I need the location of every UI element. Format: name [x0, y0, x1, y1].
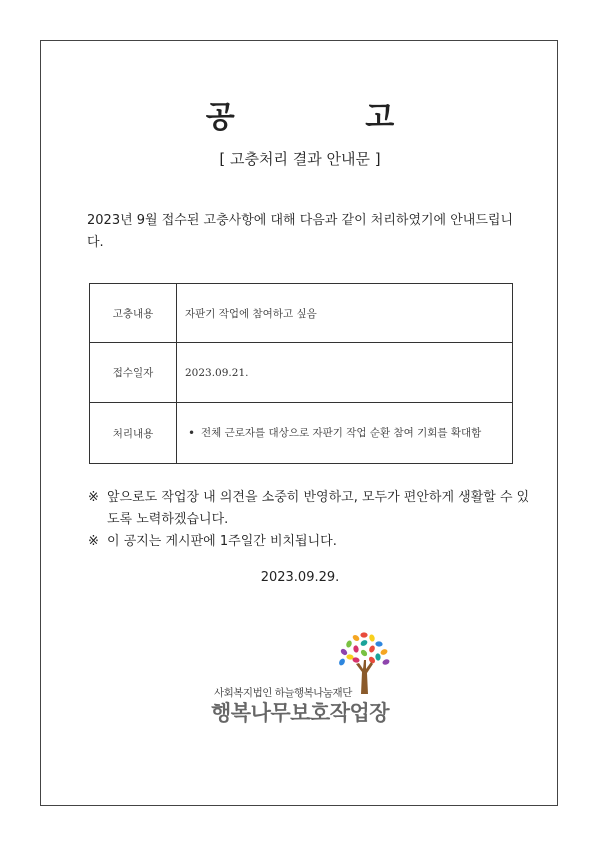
row-label-date: 접수일자 [90, 343, 177, 403]
org-small-name: 사회복지법인 하늘행복나눔재단 [214, 687, 352, 699]
note-mark: ※ [88, 534, 99, 549]
tree-leaf [353, 645, 359, 653]
notice-subtitle: [ 고충처리 결과 안내문 ] [219, 150, 381, 168]
tree-leaf [375, 653, 381, 661]
row-value-date: 2023.09.21. [177, 343, 513, 403]
note-item [88, 487, 538, 531]
tree-leaf [338, 658, 346, 667]
tree-leaf [360, 639, 369, 647]
tree-leaf [360, 649, 369, 658]
tree-leaf [369, 634, 376, 642]
table-row [90, 343, 513, 403]
row-label-action: 처리내용 [90, 403, 177, 464]
notes [88, 487, 538, 553]
tree-leaf [352, 634, 361, 642]
note-item [88, 531, 538, 553]
tree-leaf [382, 658, 391, 666]
row-value-action [177, 403, 513, 464]
tree-leaf [340, 648, 349, 657]
action-list [185, 425, 504, 442]
tree-leaf [368, 645, 376, 654]
tree-leaf [380, 648, 389, 656]
notice-title: 공 고 [205, 100, 455, 135]
note-text: 이 공지는 게시판에 1주일간 비치됩니다. [107, 534, 337, 549]
tree-leaf [375, 641, 383, 647]
org-name: 행복나무보호작업장 [211, 701, 390, 725]
table-row [90, 403, 513, 464]
note-text: 앞으로도 작업장 내 의견을 소중히 반영하고, 모두가 편안하게 생활할 수 있도록 노력하겠습니다. [107, 490, 530, 527]
table-row [90, 284, 513, 343]
complaint-table [89, 283, 513, 464]
notice-date: 2023.09.29. [260, 570, 340, 585]
note-mark: ※ [88, 490, 99, 505]
tree-leaf [345, 640, 352, 649]
notice-intro: 2023년 9월 접수된 고충사항에 대해 다음과 같이 처리하였기에 안내드립니다. [87, 213, 514, 250]
action-item: • 전체 근로자를 대상으로 자판기 작업 순환 참여 기회를 확대함 [201, 425, 504, 442]
tree-leaf [360, 632, 367, 637]
row-value-complaint: 자판기 작업에 참여하고 싶음 [177, 284, 513, 343]
row-label-complaint: 고충내용 [90, 284, 177, 343]
